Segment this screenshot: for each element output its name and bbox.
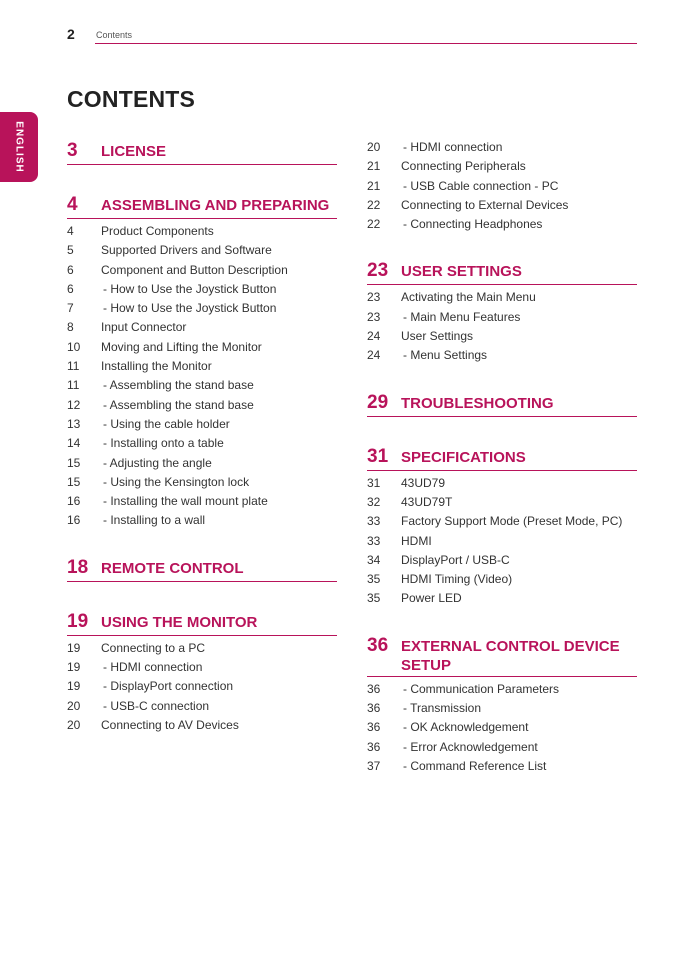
language-tab-label: ENGLISH [13, 121, 25, 173]
section-spacer [367, 366, 637, 390]
toc-entry[interactable] [367, 718, 637, 737]
entry-title: - How to Use the Joystick Button [103, 301, 277, 316]
section-page-number: 29 [367, 391, 389, 413]
entry-title: - Using the cable holder [103, 416, 230, 431]
entry-page-number: 8 [67, 320, 74, 335]
entry-title: - Menu Settings [403, 348, 488, 363]
toc-section [367, 633, 637, 776]
entry-title: Product Components [101, 224, 214, 238]
entry-title: 43UD79 [401, 475, 446, 490]
toc-entry[interactable] [367, 346, 637, 365]
entry-title: Moving and Lifting the Monitor [101, 339, 262, 354]
entry-title: - USB-C connection [103, 698, 210, 713]
entry-page-number: 12 [67, 397, 81, 412]
entry-page-number: 20 [367, 140, 381, 154]
section-spacer [367, 420, 637, 444]
toc-entry[interactable] [367, 493, 637, 512]
entry-title: - OK Acknowledgement [403, 720, 529, 735]
entry-page-number: 19 [67, 640, 81, 655]
entry-title: - Using the Kensington lock [103, 474, 250, 489]
section-heading[interactable] [67, 609, 337, 636]
entry-title: - Adjusting the angle [103, 455, 212, 470]
entry-title: - Main Menu Features [403, 309, 521, 324]
toc-entry[interactable] [367, 288, 637, 307]
entry-title: Installing the Monitor [101, 359, 212, 374]
section-page-number: 19 [67, 610, 89, 632]
section-spacer [67, 585, 337, 609]
entry-page-number: 33 [367, 514, 381, 529]
entry-page-number: 36 [367, 681, 381, 696]
entry-page-number: 11 [67, 359, 80, 374]
entry-title: - How to Use the Joystick Button [103, 281, 277, 296]
toc-entry[interactable] [367, 474, 637, 493]
entry-page-number: 22 [367, 197, 381, 212]
entry-page-number: 31 [367, 475, 381, 490]
section-page-number: 3 [67, 140, 78, 161]
entry-page-number: 37 [367, 758, 381, 773]
entry-title: Supported Drivers and Software [101, 243, 272, 258]
section-heading[interactable] [67, 555, 337, 582]
toc-section [67, 555, 337, 582]
entry-page-number: 32 [367, 494, 381, 509]
toc-entry[interactable] [367, 589, 637, 608]
entry-title: Factory Support Mode (Preset Mode, PC) [401, 514, 623, 529]
toc-entry[interactable] [67, 299, 337, 318]
toc-entry[interactable] [67, 280, 337, 299]
toc-entry[interactable] [67, 222, 337, 241]
entry-page-number: 7 [67, 301, 74, 316]
entry-title: - Assembling the stand base [103, 378, 254, 393]
toc-entry[interactable] [67, 511, 337, 530]
section-heading[interactable] [67, 138, 337, 165]
entry-title: Connecting to a PC [101, 640, 206, 655]
toc-entry[interactable] [67, 338, 337, 357]
toc-right-column [367, 138, 637, 776]
entry-page-number: 36 [367, 739, 381, 754]
entry-page-number: 6 [67, 281, 74, 296]
entry-title: Connecting to External Devices [401, 197, 569, 212]
section-spacer [367, 234, 637, 258]
toc-section [67, 192, 337, 531]
entry-page-number: 35 [367, 572, 381, 587]
toc-section [367, 390, 637, 417]
toc-entry[interactable] [67, 376, 337, 395]
toc-entry[interactable] [67, 658, 337, 677]
entry-title: - USB Cable connection - PC [403, 178, 559, 193]
toc-entry[interactable] [367, 308, 637, 327]
entry-title: - Installing to a wall [103, 513, 206, 528]
section-title: USING THE MONITOR [101, 613, 258, 631]
toc-entry[interactable] [367, 680, 637, 699]
section-spacer [67, 168, 337, 192]
toc-entry[interactable] [67, 492, 337, 511]
toc-entry[interactable] [367, 327, 637, 346]
entry-title: - Installing the wall mount plate [103, 494, 268, 509]
entry-page-number: 15 [67, 474, 81, 489]
toc-entry[interactable] [67, 434, 337, 453]
toc-entry[interactable] [367, 512, 637, 531]
entry-page-number: 4 [67, 224, 74, 238]
toc-entry[interactable] [367, 177, 637, 196]
toc-entry[interactable] [367, 532, 637, 551]
header-divider [95, 43, 637, 44]
toc-entry[interactable] [67, 454, 337, 473]
entry-title: - Communication Parameters [403, 681, 560, 696]
toc-section [367, 444, 637, 609]
entry-page-number: 14 [67, 436, 81, 451]
entry-page-number: 20 [67, 717, 81, 732]
toc-entry[interactable] [367, 551, 637, 570]
entry-page-number: 6 [67, 262, 74, 277]
section-title: REMOTE CONTROL [101, 559, 244, 577]
toc-entry[interactable] [67, 716, 337, 735]
toc-entry[interactable] [367, 215, 637, 234]
entry-page-number: 23 [367, 290, 381, 305]
entry-title: - DisplayPort connection [103, 679, 234, 694]
section-title: SPECIFICATIONS [401, 448, 526, 466]
toc-entry[interactable] [367, 157, 637, 176]
entry-title: HDMI [401, 533, 432, 548]
entry-page-number: 23 [367, 309, 381, 324]
entry-page-number: 24 [367, 329, 381, 344]
entry-title: - Transmission [403, 701, 482, 716]
entry-title: - Connecting Headphones [403, 217, 543, 232]
section-page-number: 36 [367, 634, 389, 656]
entry-title: Connecting Peripherals [401, 159, 526, 174]
entry-title: - Assembling the stand base [103, 397, 254, 412]
entry-title: - HDMI connection [403, 140, 503, 154]
running-header: Contents [96, 30, 133, 40]
toc-entry[interactable] [67, 677, 337, 696]
entry-page-number: 10 [67, 339, 81, 354]
toc-entry[interactable] [367, 138, 637, 157]
toc-section [67, 138, 337, 165]
entry-page-number: 33 [367, 533, 381, 548]
entry-page-number: 13 [67, 416, 81, 431]
entry-page-number: 21 [367, 159, 381, 174]
section-page-number: 31 [367, 445, 389, 467]
section-spacer [367, 609, 637, 633]
entry-page-number: 20 [67, 698, 81, 713]
toc-entry[interactable] [67, 415, 337, 434]
entry-page-number: 21 [367, 178, 381, 193]
entry-title: - Error Acknowledgement [403, 739, 538, 754]
entry-title: Power LED [401, 591, 462, 606]
section-title: EXTERNAL CONTROL DEVICE SETUP [401, 637, 620, 674]
section-heading[interactable] [367, 258, 637, 285]
entry-page-number: 15 [67, 455, 81, 470]
entry-page-number: 19 [67, 679, 81, 694]
section-title: TROUBLESHOOTING [401, 394, 554, 412]
entry-page-number: 36 [367, 701, 381, 716]
entry-page-number: 16 [67, 494, 81, 509]
section-page-number: 18 [67, 556, 89, 578]
section-page-number: 23 [367, 260, 389, 282]
entry-page-number: 5 [67, 243, 74, 258]
entry-title: Component and Button Description [101, 262, 288, 277]
section-heading[interactable] [367, 633, 637, 677]
entry-page-number: 35 [367, 591, 381, 606]
section-title: USER SETTINGS [401, 263, 522, 281]
section-heading[interactable] [367, 390, 637, 417]
entry-title: User Settings [401, 329, 474, 344]
entry-page-number: 11 [67, 378, 80, 393]
section-heading[interactable] [367, 444, 637, 471]
page-number: 2 [67, 26, 75, 42]
entry-title: - Command Reference List [403, 758, 547, 773]
entry-title: 43UD79T [401, 494, 453, 509]
entry-title: - HDMI connection [103, 660, 203, 675]
toc-entry[interactable] [367, 738, 637, 757]
entry-page-number: 24 [367, 348, 381, 363]
entry-title: Input Connector [101, 320, 187, 335]
entry-page-number: 34 [367, 552, 381, 567]
toc-entry[interactable] [367, 699, 637, 718]
toc-entry[interactable] [367, 196, 637, 215]
section-title: ASSEMBLING AND PREPARING [101, 197, 330, 214]
section-title: LICENSE [101, 143, 167, 160]
page-title: CONTENTS [67, 86, 196, 112]
toc-entry[interactable] [67, 473, 337, 492]
toc-section [67, 609, 337, 735]
toc-entry[interactable] [67, 639, 337, 658]
toc-section [367, 258, 637, 365]
entry-title: Connecting to AV Devices [101, 717, 239, 732]
toc-entry[interactable] [367, 757, 637, 776]
toc-entry[interactable] [67, 241, 337, 260]
section-spacer [67, 531, 337, 555]
section-heading[interactable] [67, 192, 337, 219]
entry-title: Activating the Main Menu [401, 290, 536, 305]
language-tab [0, 112, 38, 182]
toc-left-column [67, 138, 337, 735]
toc-entry[interactable] [67, 261, 337, 280]
entry-title: - Installing onto a table [103, 436, 224, 451]
toc-entry[interactable] [67, 697, 337, 716]
entry-page-number: 19 [67, 660, 81, 675]
entry-page-number: 36 [367, 720, 381, 735]
entry-page-number: 16 [67, 513, 81, 528]
entry-page-number: 22 [367, 217, 381, 232]
toc-entry[interactable] [67, 318, 337, 337]
section-page-number: 4 [67, 194, 78, 215]
toc-entry[interactable] [67, 396, 337, 415]
entry-title: HDMI Timing (Video) [401, 572, 513, 587]
toc-entry[interactable] [67, 357, 337, 376]
toc-entry[interactable] [367, 570, 637, 589]
entry-title: DisplayPort / USB-C [401, 552, 510, 567]
